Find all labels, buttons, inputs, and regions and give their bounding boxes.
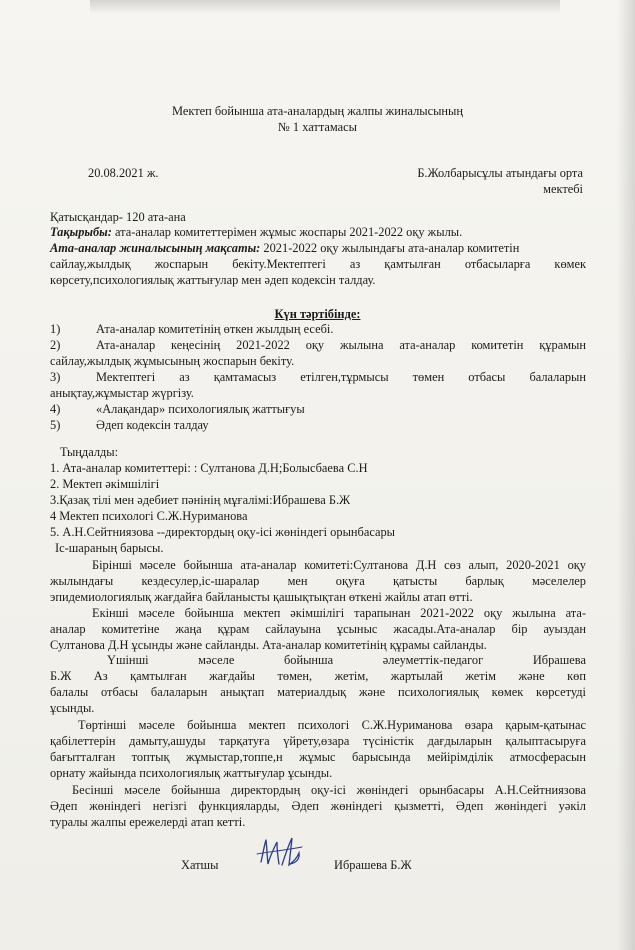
school-name-line1: Б.Жолбарысұлы атындағы орта bbox=[417, 166, 583, 180]
paragraph-2-line-3: Султанова Д.Н ұсынды және сайланды. Ата-аналар комитетінің құрамы сайланды. bbox=[50, 638, 487, 652]
document-title: Мектеп бойынша ата-аналардың жалпы жиналысының bbox=[171, 104, 464, 118]
protocol-number: № 1 хаттамасы bbox=[278, 120, 357, 134]
agenda-item-2-line1: Ата-аналар кеңесінің 2021-2022 оқу жылына ата-аналар комитетін құрамын bbox=[96, 338, 586, 352]
paragraph-3-line-4: ұсынды. bbox=[50, 701, 95, 715]
goal-text-1: 2021-2022 оқу жылындағы ата-аналар комитетін bbox=[260, 241, 520, 255]
agenda-item-3-number: 3) bbox=[50, 370, 61, 384]
agenda-item-5: Әдеп кодексін талдау bbox=[96, 418, 209, 432]
agenda-item-5-number: 5) bbox=[50, 418, 61, 432]
agenda-item-1-number: 1) bbox=[50, 322, 61, 336]
paragraph-1-line-1: Бірінші мәселе бойынша ата-аналар комитеті:Султанова Д.Н сөз алып, 2020-2021 оқу bbox=[92, 558, 586, 572]
secretary-label: Хатшы bbox=[181, 858, 219, 872]
paragraph-2-line-1: Екінші мәселе бойынша мектеп әкімшілігі тарапынан 2021-2022 оқу жылына ата- bbox=[92, 606, 586, 620]
paragraph-4-line-4: орнату жайында психологиялық жаттығулар ұсынды. bbox=[50, 766, 333, 780]
scan-shadow-top bbox=[90, 0, 560, 14]
handwritten-signature bbox=[255, 832, 305, 874]
paragraph-4-line-2: қабілеттерін дамыту,ашуды тарқатуға үйрету,өзара түсіністік дағдыларын қалыптасыруға bbox=[50, 734, 586, 748]
paragraph-3-line-1: Үшінші мәселе бойынша әлеуметтік-педагог Ибрашева bbox=[107, 653, 586, 667]
scan-shadow-right bbox=[617, 0, 635, 950]
topic-line bbox=[50, 224, 462, 240]
topic-label: Тақырыбы: bbox=[50, 225, 112, 239]
listened-item-5: 5. А.Н.Сейтниязова --директордың оқу-ісі жөніндегі орынбасары bbox=[50, 525, 396, 539]
paragraph-3-line-3: балалы отбасы балаларын анықтап материалдық және психологиялық көмек көрсетуді bbox=[50, 685, 586, 699]
paragraph-5-line-3: туралы жалпы ережелерді атап кетті. bbox=[50, 815, 246, 829]
agenda-item-3-line1: Мектептегі аз қамтамасыз етілген,тұрмысы төмен отбасы балаларын bbox=[96, 370, 586, 384]
agenda-item-4-number: 4) bbox=[50, 402, 61, 416]
goal-text-2: сайлау,жылдық жоспарын бекіту.Мектептегі аз қамтылған отбасыларға көмек bbox=[50, 257, 586, 271]
agenda-heading: Күн тәртібінде: bbox=[274, 307, 361, 321]
attendees-line: Қатысқандар- 120 ата-ана bbox=[50, 210, 186, 224]
paragraph-5-line-2: Әдеп жөніндегі негізгі функцияларды, Әдеп жөніндегі қызметті, Әдеп жөніндегі уәкіл bbox=[50, 799, 586, 813]
document-date: 20.08.2021 ж. bbox=[88, 166, 159, 180]
listened-item-3: 3.Қазақ тілі мен әдебиет пәнінің мұғалімі:Ибрашева Б.Ж bbox=[50, 493, 351, 507]
goal-line bbox=[50, 240, 519, 256]
event-progress-line: Іс-шараның барысы. bbox=[55, 541, 164, 555]
paragraph-4-line-3: бағытталған топтық жұмыстар,топпе,н жұмыс барысында мейірімділік атмосферасын bbox=[50, 750, 586, 764]
agenda-item-1: Ата-аналар комитетінің өткен жылдың есебі. bbox=[96, 322, 334, 336]
school-name-line2: мектебі bbox=[543, 182, 583, 196]
paragraph-2-line-2: аналар комитетіне жаңа құрам сайлауына ұсыныс жасады.Ата-аналар бір ауыздан bbox=[50, 622, 586, 636]
goal-label: Ата-аналар жиналысының мақсаты: bbox=[50, 241, 261, 255]
agenda-item-2-number: 2) bbox=[50, 338, 61, 352]
secretary-name: Ибрашева Б.Ж bbox=[334, 858, 412, 872]
listened-item-4: 4 Мектеп психологі С.Ж.Нуриманова bbox=[50, 509, 248, 523]
goal-text-3: көрсету,психологиялық жаттығулар мен әдеп кодексін талдау. bbox=[50, 273, 376, 287]
listened-item-2: 2. Мектеп әкімшілігі bbox=[50, 477, 160, 491]
agenda-item-4: «Алақандар» психологиялық жаттығуы bbox=[96, 402, 305, 416]
paragraph-3-line-2: Б.Ж Аз қамтылған жағдайы төмен, жетім, жартылай жетім және көп bbox=[50, 669, 586, 683]
paragraph-1-line-3: эпидемиологиялық жағдайға байланысты қашықтықтан өткені жайлы атап өтті. bbox=[50, 590, 473, 604]
topic-text: ата-аналар комитеттерімен жұмыс жоспары 2021-2022 оқу жылы. bbox=[111, 225, 463, 239]
agenda-item-2-line2: сайлау,жылдық жұмысының жоспарын бекіту. bbox=[50, 354, 295, 368]
agenda-item-3-line2: анықтау,жұмыстар жүргізу. bbox=[50, 386, 194, 400]
listened-item-1: 1. Ата-аналар комитеттері: : Султанова Д.Н;Болысбаева С.Н bbox=[50, 461, 368, 475]
paragraph-1-line-2: жылындағы кездесулер,іс-шаралар мен оқуға қатысты барлық мәселелер bbox=[50, 574, 586, 588]
paragraph-5-line-1: Бесінші мәселе бойынша директордың оқу-ісі жөніндегі орынбасары А.Н.Сейтниязова bbox=[72, 783, 586, 797]
paragraph-4-line-1: Төртінші мәселе бойынша мектеп психологі С.Ж.Нуриманова өзара қарым-қатынас bbox=[78, 718, 586, 732]
listened-heading: Тыңдалды: bbox=[60, 445, 119, 459]
